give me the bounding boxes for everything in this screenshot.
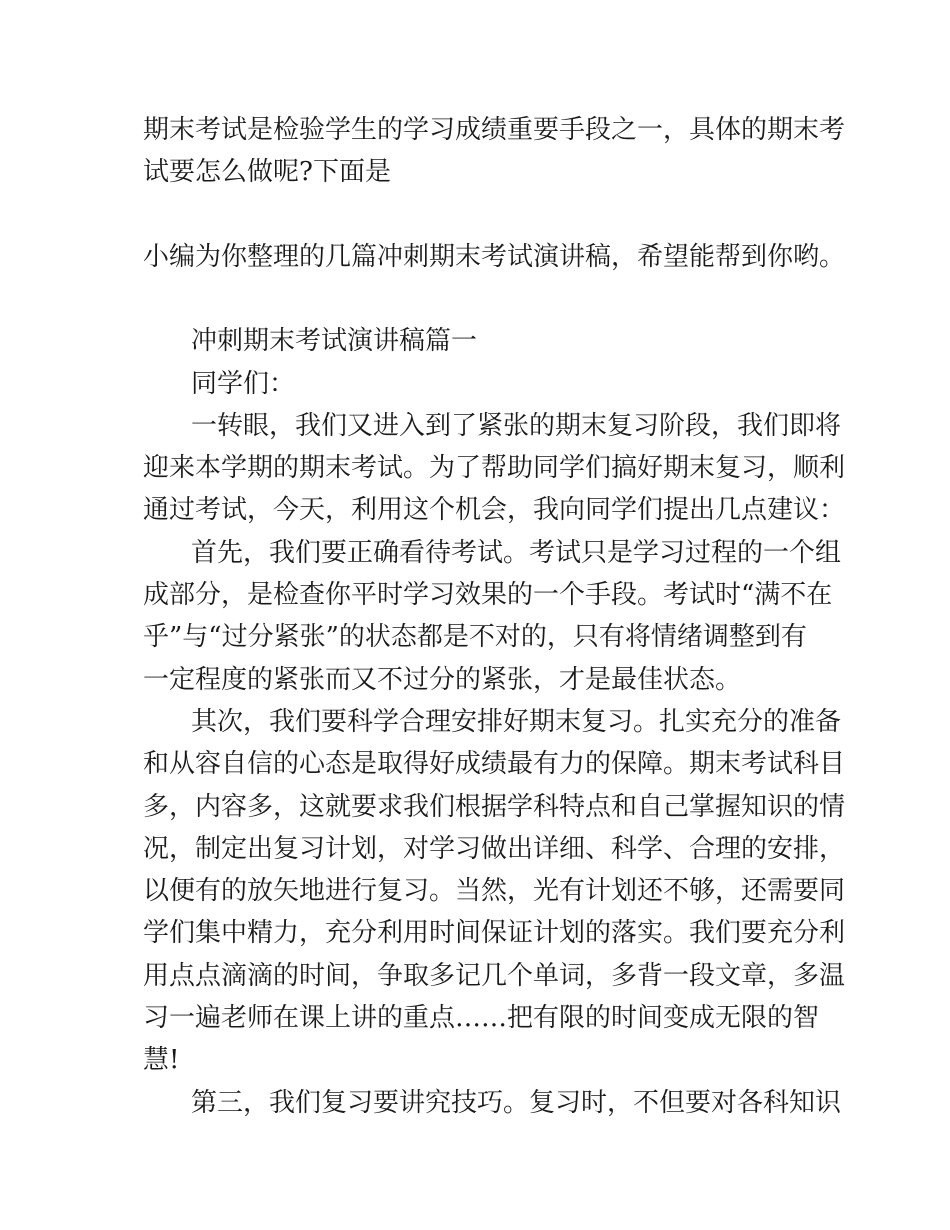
paragraph-line: 以便有的放矢地进行复习。当然，光有计划还不够，还需要同 (143, 876, 846, 906)
paragraph-line: 和从容自信的心态是取得好成绩最有力的保障。期末考试科目 (143, 749, 846, 779)
paragraph-line: 迎来本学期的期末考试。为了帮助同学们搞好期末复习，顺利 (143, 453, 846, 483)
section-title: 冲刺期末考试演讲稿篇一 (191, 326, 478, 356)
salutation: 同学们： (191, 369, 296, 399)
paragraph-line: 用点点滴滴的时间，争取多记几个单词，多背一段文章，多温 (143, 961, 846, 991)
intro-line: 期末考试是检验学生的学习成绩重要手段之一，具体的期末考 (143, 115, 846, 145)
paragraph-line: 通过考试，今天，利用这个机会，我向同学们提出几点建议： (143, 495, 846, 525)
paragraph-line: 乎”与“过分紧张”的状态都是不对的，只有将情绪调整到有 (143, 622, 807, 652)
paragraph-line: 第三，我们复习要讲究技巧。复习时，不但要对各科知识 (191, 1088, 842, 1118)
paragraph-line: 一转眼，我们又进入到了紧张的期末复习阶段，我们即将 (191, 411, 842, 441)
intro-line: 试要怎么做呢?下面是 (143, 157, 391, 187)
paragraph-line: 一定程度的紧张而又不过分的紧张，才是最佳状态。 (143, 665, 742, 695)
paragraph-line: 习一遍老师在课上讲的重点……把有限的时间变成无限的智 (143, 1003, 820, 1033)
paragraph-line: 多，内容多，这就要求我们根据学科特点和自己掌握知识的情 (143, 792, 846, 822)
paragraph-line: 其次，我们要科学合理安排好期末复习。扎实充分的准备 (191, 707, 842, 737)
paragraph-line: 慧! (143, 1045, 180, 1075)
paragraph-line: 首先，我们要正确看待考试。考试只是学习过程的一个组 (191, 538, 842, 568)
paragraph-line: 况，制定出复习计划，对学习做出详细、科学、合理的安排， (143, 834, 846, 864)
paragraph-line: 成部分，是检查你平时学习效果的一个手段。考试时“满不在 (143, 580, 833, 610)
paragraph-line: 学们集中精力，充分利用时间保证计划的落实。我们要充分利 (143, 918, 846, 948)
intro-line: 小编为你整理的几篇冲刺期末考试演讲稿，希望能帮到你哟。 (143, 242, 846, 272)
